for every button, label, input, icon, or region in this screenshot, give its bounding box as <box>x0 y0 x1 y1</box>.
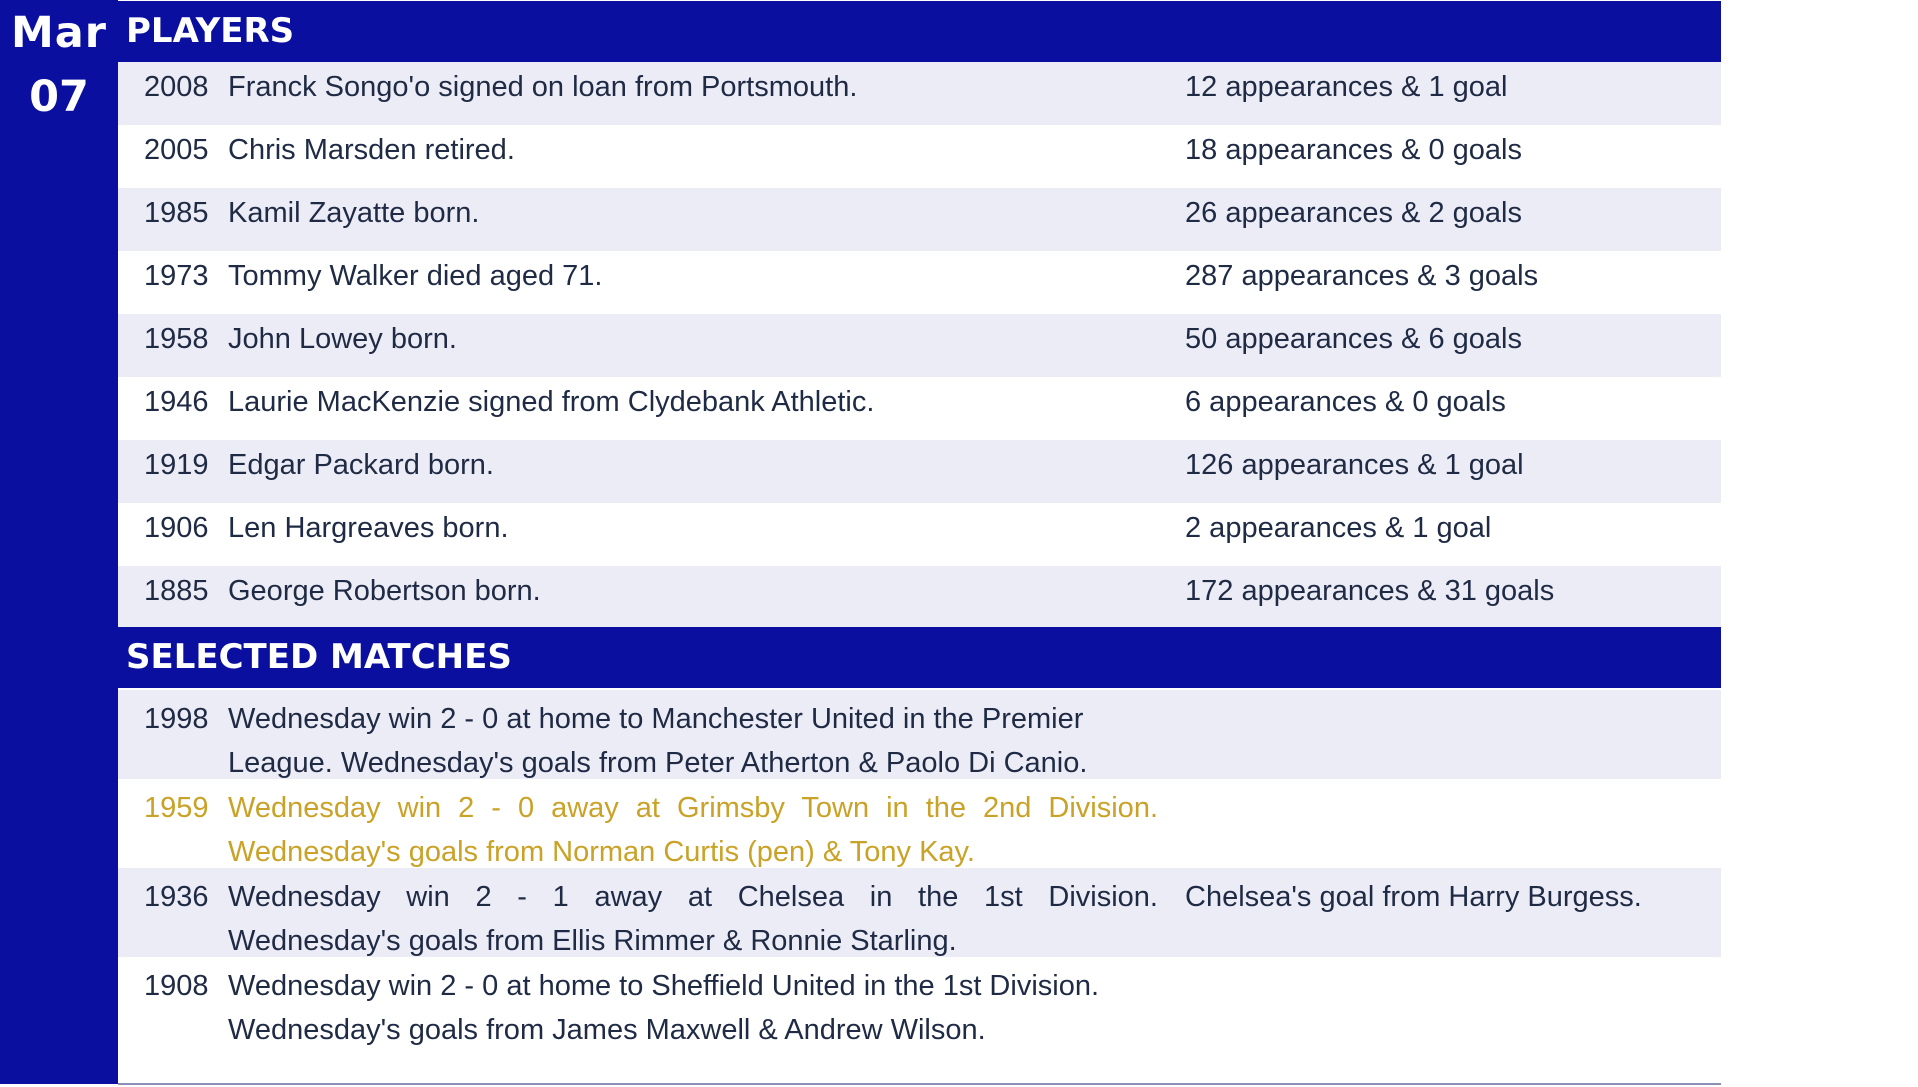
match-row <box>118 957 1721 1046</box>
player-row-text: Franck Songo'o signed on loan from Portsmouth. <box>228 71 858 103</box>
match-row-year: 1908 <box>144 970 209 1002</box>
player-row-stats: 50 appearances & 6 goals <box>1185 323 1522 355</box>
player-row-stats: 172 appearances & 31 goals <box>1185 575 1555 607</box>
match-row <box>118 868 1721 957</box>
player-row <box>118 125 1721 188</box>
player-row-year: 1919 <box>144 449 209 481</box>
match-row-scorers: Wednesday's goals from Norman Curtis (pen) & Tony Kay. <box>228 836 975 868</box>
player-row-stats: 2 appearances & 1 goal <box>1185 512 1492 544</box>
player-row-year: 1946 <box>144 386 209 418</box>
match-row-year: 1959 <box>144 792 209 824</box>
players-section-header: PLAYERS <box>118 1 1721 62</box>
match-row-scorers: League. Wednesday's goals from Peter Atherton & Paolo Di Canio. <box>228 747 1088 779</box>
player-row-stats: 6 appearances & 0 goals <box>1185 386 1506 418</box>
player-row-stats: 18 appearances & 0 goals <box>1185 134 1522 166</box>
player-row-year: 1885 <box>144 575 209 607</box>
date-day: 07 <box>29 72 89 122</box>
player-row-text: Chris Marsden retired. <box>228 134 515 166</box>
player-row <box>118 503 1721 566</box>
matches-section-header: SELECTED MATCHES <box>118 627 1721 688</box>
player-row-stats: 12 appearances & 1 goal <box>1185 71 1508 103</box>
match-row-highlighted <box>118 779 1721 868</box>
player-row <box>118 566 1721 629</box>
player-row-year: 1958 <box>144 323 209 355</box>
player-row-stats: 287 appearances & 3 goals <box>1185 260 1539 292</box>
match-row-scorers: Wednesday's goals from James Maxwell & Andrew Wilson. <box>228 1014 986 1046</box>
player-row-year: 2008 <box>144 71 209 103</box>
match-row-opponent-note: Chelsea's goal from Harry Burgess. <box>1185 881 1642 913</box>
player-row-stats: 26 appearances & 2 goals <box>1185 197 1522 229</box>
player-row-text: Len Hargreaves born. <box>228 512 509 544</box>
player-row-text: John Lowey born. <box>228 323 457 355</box>
player-row-stats: 126 appearances & 1 goal <box>1185 449 1524 481</box>
player-row-year: 1973 <box>144 260 209 292</box>
match-row-year: 1998 <box>144 703 209 735</box>
bottom-divider <box>118 1083 1721 1085</box>
date-sidebar <box>0 0 118 1084</box>
player-row <box>118 440 1721 503</box>
player-row-text: George Robertson born. <box>228 575 541 607</box>
match-row <box>118 690 1721 779</box>
player-row-text: Kamil Zayatte born. <box>228 197 480 229</box>
player-row <box>118 62 1721 125</box>
match-row-scorers: Wednesday's goals from Ellis Rimmer & Ronnie Starling. <box>228 925 957 957</box>
player-row-text: Laurie MacKenzie signed from Clydebank Athletic. <box>228 386 875 418</box>
player-row-text: Edgar Packard born. <box>228 449 494 481</box>
match-row-summary: Wednesday win 2 - 1 away at Chelsea in the 1st Division. <box>228 881 1158 913</box>
player-row <box>118 188 1721 251</box>
player-row <box>118 251 1721 314</box>
match-row-year: 1936 <box>144 881 209 913</box>
player-row <box>118 377 1721 440</box>
match-row-summary: Wednesday win 2 - 0 away at Grimsby Town in the 2nd Division. <box>228 792 1158 824</box>
player-row-year: 2005 <box>144 134 209 166</box>
player-row-text: Tommy Walker died aged 71. <box>228 260 603 292</box>
match-row-summary: Wednesday win 2 - 0 at home to Sheffield United in the 1st Division. <box>228 970 1100 1002</box>
date-month: Mar <box>10 8 107 58</box>
match-row-summary: Wednesday win 2 - 0 at home to Manchester United in the Premier <box>228 703 1084 735</box>
player-row-year: 1985 <box>144 197 209 229</box>
player-row-year: 1906 <box>144 512 209 544</box>
player-row <box>118 314 1721 377</box>
